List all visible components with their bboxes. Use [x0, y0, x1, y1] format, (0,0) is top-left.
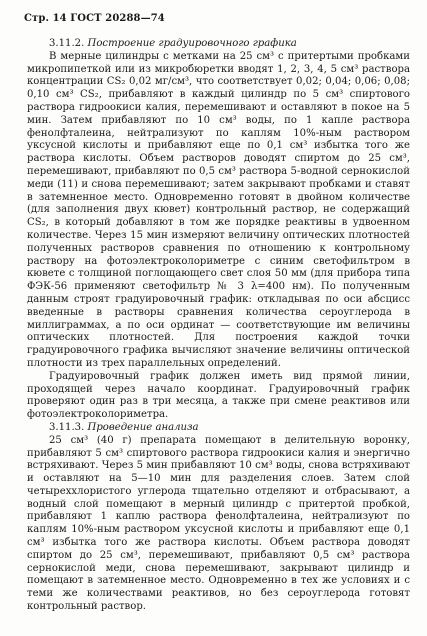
document-body: [27, 38, 410, 614]
paragraph-analysis-procedure: 25 см³ (40 г) препарата помещают в делительную воронку, прибавляют 5 см³ спиртового раствора гидроокиси калия и энергично встряхивают. Через 5 мин прибавляют 10 см³ воды, снова встряхивают и оставляют на 5—10 мин для разделения слоев. Затем слой четыреххлористого углерода тщательно отделяют и отбрасывают, а водный слой помещают в мерный цилиндр с притертой пробкой, прибавляют 1 каплю раствора фенолфталеина, нейтрализуют по каплям 10%-ным раствором уксусной кислоты и прибавляют еще 0,1 см³ избытка того же раствора кислоты. Объем раствора доводят спиртом до 25 см³, перемешивают, прибавляют 0,5 см³ раствора сернокислой меди, снова перемешивают, закрывают цилиндр и помещают в затемненное место. Одновременно в тех же условиях и с теми же количествами реактивов, но без сероуглерода готовят контрольный раствор.: [27, 434, 410, 613]
section-number: 3.11.3.: [49, 421, 85, 433]
paragraph-calibration-procedure: В мерные цилиндры с метками на 25 см³ с притертыми пробками микропипеткой или из микробюретки вводят 1, 2, 3, 4, 5 см³ раствора концентрации CS₂ 0,02 мг/см³, что соответствует 0,02; 0,04; 0,06; 0,08; 0,10 см³ CS₂, прибавляют в каждый цилиндр по 5 см³ спиртового раствора гидроокиси калия, перемешивают и оставляют в покое на 5 мин. Затем прибавляют по 10 см³ воды, по 1 капле раствора фенолфталеина, нейтрализуют по каплям 10%-ным раствором уксусной кислоты и прибавляют еще по 0,1 см³ избытка того же раствора кислоты. Объем растворов доводят спиртом до 25 см³, перемешивают, прибавляют по 0,5 см³ раствора 5-водной сернокислой меди (11) и снова перемешивают; затем закрывают пробками и ставят в затемненное место. Одновременно готовят в двойном количестве (для заполнения двух кювет) контрольный раствор, не содержащий CS₂, в который добавляют в том же порядке реактивы в удвоенном количестве. Через 15 мин измеряют величину оптических плотностей полученных растворов сравнения по отношению к контрольному раствору на фотоэлектроколориметре с синим светофильтром в кювете с толщиной поглощающего свет слоя 50 мм (для прибора типа ФЭК-56 применяют светофильтр № 3 λ=400 нм). По полученным данным строят градуировочный график: откладывая по оси абсцисс введенные в растворы сравнения количества сероуглерода в миллиграммах, а по оси ординат — соответствующие им величины оптических плотностей. Для построения каждой точки градуировочного графика вычисляют значение величины оптической плотности из трех параллельных определений.: [27, 50, 410, 369]
paragraph-calibration-check: Градуировочный график должен иметь вид прямой линии, проходящей через начало координат. Градуировочный график проверяют один раз в три месяца, а также при смене реактивов или фотоэлектроколориметра.: [27, 370, 410, 421]
section-heading-3-11-3: [27, 422, 410, 435]
section-title: Проведение анализа: [87, 421, 199, 433]
section-number: 3.11.2.: [49, 38, 85, 49]
section-title: Построение градуировочного графика: [87, 38, 297, 49]
section-heading-3-11-2: [27, 38, 410, 51]
page-header: Стр. 14 ГОСТ 20288—74: [24, 13, 165, 24]
